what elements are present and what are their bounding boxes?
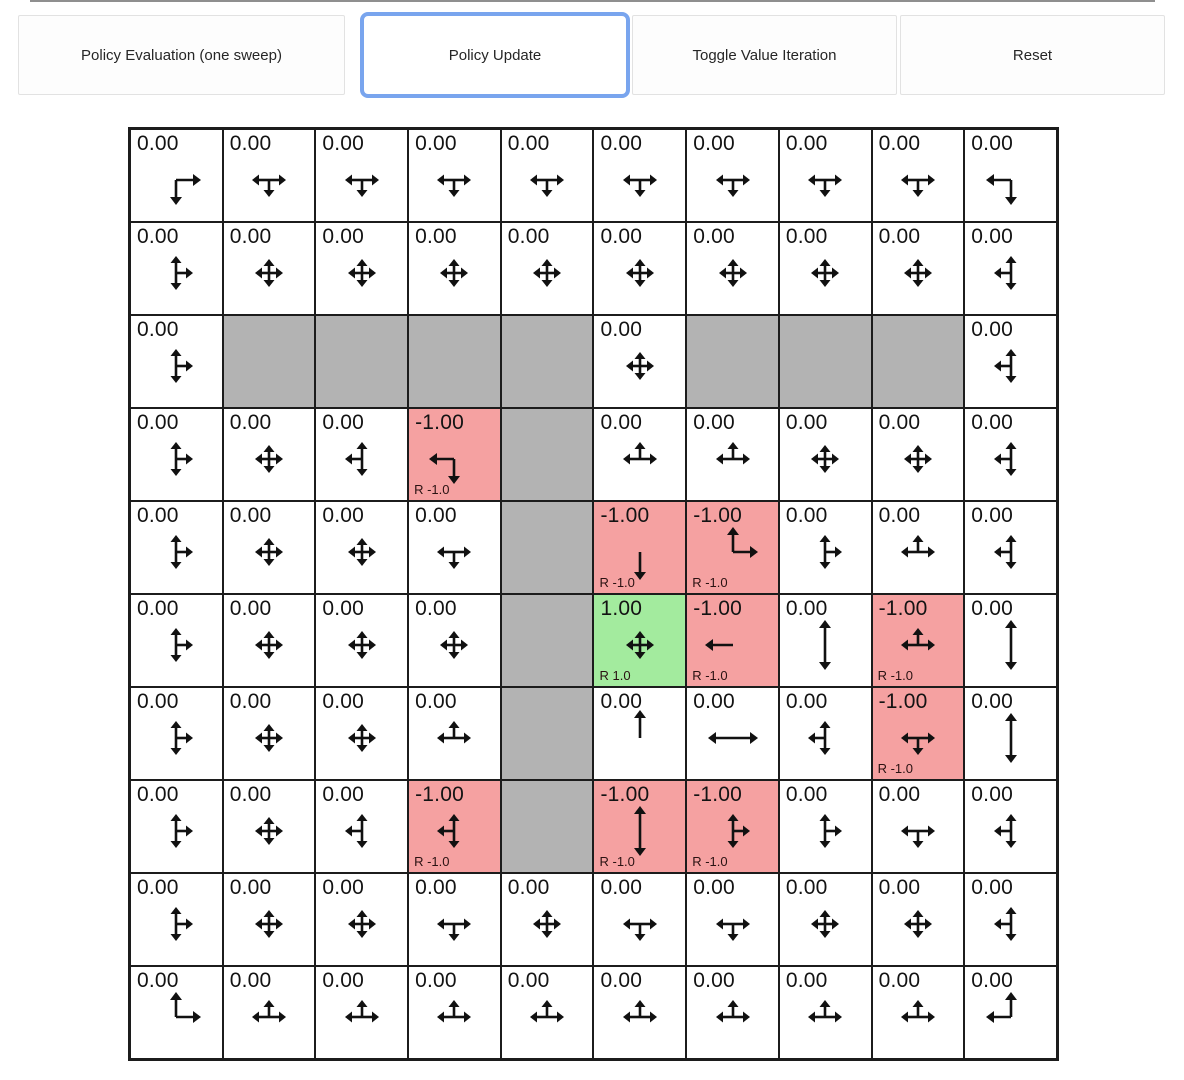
- policy-arrow-icon-u: [608, 706, 672, 770]
- cell-value: 0.00: [507, 969, 550, 992]
- policy-arrow-icon-lrd: [886, 799, 950, 863]
- cell-value: 1.00: [600, 597, 643, 620]
- cell-reward-label: R -1.0: [599, 575, 635, 590]
- grid-cell-r1c3[interactable]: [408, 222, 501, 315]
- policy-arrow-icon-udlr: [701, 241, 765, 305]
- grid-cell-r6c1[interactable]: [223, 687, 316, 780]
- cell-value: 0.00: [878, 225, 921, 248]
- policy-arrow-icon-lrd: [701, 892, 765, 956]
- grid-cell-r9c5[interactable]: [593, 966, 686, 1059]
- grid-cell-r5c8[interactable]: [872, 594, 965, 687]
- cell-value: 0.00: [137, 225, 179, 248]
- cell-value: 0.00: [785, 597, 828, 620]
- grid-cell-r9c8[interactable]: [872, 966, 965, 1059]
- policy-arrow-icon-udr: [144, 427, 208, 491]
- cell-value: 0.00: [971, 504, 1013, 527]
- grid-cell-r6c0[interactable]: [130, 687, 223, 780]
- policy-arrow-icon-udl: [330, 427, 394, 491]
- cell-value: 0.00: [229, 690, 272, 713]
- policy-arrow-icon-udlr: [422, 241, 486, 305]
- policy-arrow-icon-lrd: [515, 148, 579, 212]
- grid-cell-r9c9[interactable]: [964, 966, 1057, 1059]
- policy-arrow-icon-udl: [330, 799, 394, 863]
- gridworld: [128, 127, 1059, 1061]
- policy-arrow-icon-udl: [979, 241, 1043, 305]
- policy-arrow-icon-ulr: [422, 985, 486, 1049]
- cell-reward-label: R -1.0: [692, 854, 728, 869]
- cell-value: 0.00: [600, 318, 643, 341]
- cell-value: 0.00: [229, 504, 272, 527]
- policy-arrow-icon-udlr: [515, 892, 579, 956]
- cell-value: 0.00: [137, 597, 179, 620]
- grid-cell-r2c0[interactable]: [130, 315, 223, 408]
- cell-value: 0.00: [971, 318, 1013, 341]
- grid-cell-r1c7[interactable]: [779, 222, 872, 315]
- cell-value: 0.00: [415, 876, 457, 899]
- policy-arrow-icon-udr: [144, 706, 208, 770]
- reset-button[interactable]: Reset: [900, 15, 1165, 95]
- grid-cell-r0c2[interactable]: [315, 129, 408, 222]
- policy-arrow-icon-lrd: [422, 892, 486, 956]
- policy-arrow-icon-udlr: [237, 520, 301, 584]
- grid-cell-r6c2[interactable]: [315, 687, 408, 780]
- policy-arrow-icon-udr: [144, 520, 208, 584]
- grid-cell-r6c3[interactable]: [408, 687, 501, 780]
- policy-arrow-icon-udlr: [793, 241, 857, 305]
- cell-value: 0.00: [971, 876, 1013, 899]
- grid-cell-r4c1[interactable]: [223, 501, 316, 594]
- cell-value: 0.00: [507, 225, 550, 248]
- cell-value: 0.00: [693, 225, 735, 248]
- policy-arrow-icon-udr: [144, 613, 208, 677]
- cell-value: 0.00: [322, 225, 365, 248]
- cell-value: 0.00: [415, 504, 457, 527]
- grid-cell-r3c7[interactable]: [779, 408, 872, 501]
- cell-reward-label: R -1.0: [877, 761, 913, 776]
- cell-value: 0.00: [600, 876, 643, 899]
- policy-arrow-icon-lrd: [886, 148, 950, 212]
- cell-value: 0.00: [971, 597, 1013, 620]
- policy-arrow-icon-udlr: [237, 241, 301, 305]
- grid-cell-r3c6[interactable]: [686, 408, 779, 501]
- grid-cell-r8c2[interactable]: [315, 873, 408, 966]
- cell-value: 0.00: [878, 783, 921, 806]
- cell-value: 0.00: [878, 876, 921, 899]
- cell-reward-label: R -1.0: [414, 854, 450, 869]
- policy-arrow-icon-udlr: [237, 892, 301, 956]
- policy-arrow-icon-lrd: [793, 148, 857, 212]
- policy-arrow-icon-ulr: [793, 985, 857, 1049]
- policy-arrow-icon-udlr: [793, 427, 857, 491]
- grid-cell-r9c6[interactable]: [686, 966, 779, 1059]
- policy-arrow-icon-udlr: [330, 241, 394, 305]
- grid-cell-r8c7[interactable]: [779, 873, 872, 966]
- cell-value: 0.00: [229, 225, 272, 248]
- cell-value: 0.00: [693, 876, 735, 899]
- grid-cell-r0c6[interactable]: [686, 129, 779, 222]
- cell-value: -1.00: [878, 597, 928, 620]
- policy-arrow-icon-udl: [979, 799, 1043, 863]
- grid-cell-r6c8[interactable]: [872, 687, 965, 780]
- grid-cell-r1c1[interactable]: [223, 222, 316, 315]
- cell-value: 0.00: [785, 411, 828, 434]
- policy-arrow-icon-udl: [979, 334, 1043, 398]
- cell-value: 0.00: [322, 597, 365, 620]
- policy-arrow-icon-udr: [793, 520, 857, 584]
- policy-arrow-icon-udr: [144, 799, 208, 863]
- grid-cell-r3c5[interactable]: [593, 408, 686, 501]
- policy-arrow-icon-udlr: [237, 613, 301, 677]
- cell-value: 0.00: [600, 969, 643, 992]
- grid-wall-cell-r2c6[interactable]: [686, 315, 779, 408]
- grid-cell-r3c9[interactable]: [964, 408, 1057, 501]
- cell-value: -1.00: [878, 690, 928, 713]
- grid-cell-r5c5[interactable]: [593, 594, 686, 687]
- grid-cell-r7c5[interactable]: [593, 780, 686, 873]
- grid-cell-r1c8[interactable]: [872, 222, 965, 315]
- cell-value: 0.00: [322, 411, 365, 434]
- grid-cell-r8c9[interactable]: [964, 873, 1057, 966]
- policy-arrow-icon-ld: [979, 148, 1043, 212]
- grid-cell-r8c0[interactable]: [130, 873, 223, 966]
- policy-arrow-icon-ulr: [422, 706, 486, 770]
- policy-arrow-icon-ur: [144, 985, 208, 1049]
- grid-wall-cell-r2c2[interactable]: [315, 315, 408, 408]
- policy-arrow-icon-lrd: [608, 148, 672, 212]
- cell-value: 0.00: [415, 225, 457, 248]
- grid-cell-r8c5[interactable]: [593, 873, 686, 966]
- grid-cell-r4c9[interactable]: [964, 501, 1057, 594]
- cell-value: 0.00: [785, 225, 828, 248]
- policy-arrow-icon-udlr: [886, 427, 950, 491]
- grid-cell-r0c9[interactable]: [964, 129, 1057, 222]
- policy-update-button[interactable]: Policy Update: [360, 12, 630, 98]
- policy-arrow-icon-ulr: [515, 985, 579, 1049]
- policy-evaluation-button[interactable]: Policy Evaluation (one sweep): [18, 15, 345, 95]
- grid-cell-r9c0[interactable]: [130, 966, 223, 1059]
- policy-arrow-icon-lrd: [608, 892, 672, 956]
- cell-value: 0.00: [878, 132, 921, 155]
- toggle-value-iteration-button[interactable]: Toggle Value Iteration: [632, 15, 897, 95]
- cell-value: 0.00: [137, 504, 179, 527]
- policy-arrow-icon-udlr: [422, 613, 486, 677]
- policy-arrow-icon-udlr: [793, 892, 857, 956]
- grid-wall-cell-r2c7[interactable]: [779, 315, 872, 408]
- grid-cell-r0c5[interactable]: [593, 129, 686, 222]
- grid-cell-r0c1[interactable]: [223, 129, 316, 222]
- cell-value: 0.00: [693, 132, 735, 155]
- grid-cell-r8c4[interactable]: [501, 873, 594, 966]
- grid-cell-r0c8[interactable]: [872, 129, 965, 222]
- policy-arrow-icon-ud: [793, 613, 857, 677]
- cell-value: 0.00: [600, 132, 643, 155]
- cell-value: 0.00: [785, 132, 828, 155]
- cell-reward-label: R 1.0: [599, 668, 631, 683]
- grid-cell-r7c9[interactable]: [964, 780, 1057, 873]
- cell-value: 0.00: [785, 783, 828, 806]
- policy-arrow-icon-ulr: [608, 985, 672, 1049]
- policy-arrow-icon-ulr: [701, 985, 765, 1049]
- cell-value: 0.00: [971, 690, 1013, 713]
- grid-cell-r4c2[interactable]: [315, 501, 408, 594]
- cell-value: 0.00: [137, 411, 179, 434]
- grid-cell-r3c0[interactable]: [130, 408, 223, 501]
- cell-value: 0.00: [137, 969, 179, 992]
- cell-value: 0.00: [322, 969, 365, 992]
- grid-cell-r0c7[interactable]: [779, 129, 872, 222]
- cell-value: 0.00: [785, 969, 828, 992]
- grid-cell-r3c8[interactable]: [872, 408, 965, 501]
- policy-arrow-icon-lr: [701, 706, 765, 770]
- cell-value: 0.00: [878, 411, 921, 434]
- grid-cell-r9c3[interactable]: [408, 966, 501, 1059]
- policy-arrow-icon-udlr: [515, 241, 579, 305]
- grid-cell-r1c0[interactable]: [130, 222, 223, 315]
- policy-arrow-icon-udlr: [886, 892, 950, 956]
- policy-arrow-icon-udlr: [886, 241, 950, 305]
- grid-wall-cell-r7c4[interactable]: [501, 780, 594, 873]
- grid-cell-r5c9[interactable]: [964, 594, 1057, 687]
- cell-value: 0.00: [971, 411, 1013, 434]
- cell-value: 0.00: [878, 969, 921, 992]
- policy-arrow-icon-ulr: [886, 520, 950, 584]
- cell-value: 0.00: [229, 876, 272, 899]
- policy-arrow-icon-udlr: [330, 706, 394, 770]
- cell-value: -1.00: [693, 504, 743, 527]
- cell-value: 0.00: [971, 969, 1013, 992]
- cell-value: 0.00: [693, 411, 735, 434]
- cell-value: 0.00: [693, 690, 735, 713]
- grid-cell-r5c3[interactable]: [408, 594, 501, 687]
- cell-reward-label: R -1.0: [877, 668, 913, 683]
- policy-arrow-icon-udl: [979, 427, 1043, 491]
- cell-value: 0.00: [415, 597, 457, 620]
- cell-value: 0.00: [507, 132, 550, 155]
- policy-arrow-icon-ulr: [701, 427, 765, 491]
- grid-cell-r3c3[interactable]: [408, 408, 501, 501]
- grid-cell-r8c3[interactable]: [408, 873, 501, 966]
- cell-value: 0.00: [322, 876, 365, 899]
- grid-cell-r1c9[interactable]: [964, 222, 1057, 315]
- grid-cell-r7c0[interactable]: [130, 780, 223, 873]
- grid-cell-r8c6[interactable]: [686, 873, 779, 966]
- grid-cell-r6c5[interactable]: [593, 687, 686, 780]
- grid-cell-r2c9[interactable]: [964, 315, 1057, 408]
- cell-reward-label: R -1.0: [414, 482, 450, 497]
- cell-reward-label: R -1.0: [692, 575, 728, 590]
- grid-cell-r5c0[interactable]: [130, 594, 223, 687]
- grid-wall-cell-r2c4[interactable]: [501, 315, 594, 408]
- grid-cell-r9c7[interactable]: [779, 966, 872, 1059]
- grid-cell-r4c5[interactable]: [593, 501, 686, 594]
- policy-arrow-icon-udlr: [330, 613, 394, 677]
- policy-arrow-icon-udlr: [237, 799, 301, 863]
- cell-reward-label: R -1.0: [599, 854, 635, 869]
- cell-value: 0.00: [229, 597, 272, 620]
- policy-arrow-icon-udl: [793, 706, 857, 770]
- cell-value: 0.00: [878, 504, 921, 527]
- cell-value: 0.00: [322, 783, 365, 806]
- grid-cell-r7c6[interactable]: [686, 780, 779, 873]
- cell-value: 0.00: [971, 225, 1013, 248]
- cell-value: 0.00: [415, 132, 457, 155]
- cell-value: 0.00: [693, 969, 735, 992]
- grid-cell-r4c0[interactable]: [130, 501, 223, 594]
- grid-wall-cell-r2c3[interactable]: [408, 315, 501, 408]
- cell-value: -1.00: [600, 783, 650, 806]
- grid-cell-r3c2[interactable]: [315, 408, 408, 501]
- policy-arrow-icon-udl: [979, 892, 1043, 956]
- grid-cell-r1c5[interactable]: [593, 222, 686, 315]
- cell-value: 0.00: [415, 969, 457, 992]
- cell-value: 0.00: [415, 690, 457, 713]
- policy-arrow-icon-udlr: [608, 334, 672, 398]
- grid-cell-r4c7[interactable]: [779, 501, 872, 594]
- cell-value: 0.00: [785, 504, 828, 527]
- grid-cell-r8c1[interactable]: [223, 873, 316, 966]
- grid-cell-r9c4[interactable]: [501, 966, 594, 1059]
- policy-arrow-icon-lrd: [330, 148, 394, 212]
- policy-arrow-icon-udl: [979, 520, 1043, 584]
- policy-arrow-icon-ud: [979, 613, 1043, 677]
- grid-cell-r6c9[interactable]: [964, 687, 1057, 780]
- policy-arrow-icon-ulr: [330, 985, 394, 1049]
- cell-value: 0.00: [971, 132, 1013, 155]
- policy-arrow-icon-ud: [979, 706, 1043, 770]
- cell-value: 0.00: [229, 132, 272, 155]
- grid-wall-cell-r3c4[interactable]: [501, 408, 594, 501]
- grid-cell-r7c2[interactable]: [315, 780, 408, 873]
- policy-arrow-icon-udlr: [330, 520, 394, 584]
- grid-cell-r6c7[interactable]: [779, 687, 872, 780]
- toolbar: [18, 13, 1166, 97]
- cell-value: 0.00: [785, 690, 828, 713]
- grid-cell-r9c1[interactable]: [223, 966, 316, 1059]
- policy-arrow-icon-lrd: [422, 520, 486, 584]
- policy-arrow-icon-udr: [144, 241, 208, 305]
- cell-value: 0.00: [137, 783, 179, 806]
- policy-arrow-icon-lrd: [701, 148, 765, 212]
- grid-cell-r3c1[interactable]: [223, 408, 316, 501]
- cell-value: 0.00: [600, 690, 643, 713]
- policy-arrow-icon-ulr: [608, 427, 672, 491]
- grid-cell-r4c6[interactable]: [686, 501, 779, 594]
- grid-cell-r8c8[interactable]: [872, 873, 965, 966]
- policy-arrow-icon-ulr: [237, 985, 301, 1049]
- policy-arrow-icon-udlr: [237, 706, 301, 770]
- grid-cell-r0c0[interactable]: [130, 129, 223, 222]
- cell-reward-label: R -1.0: [692, 668, 728, 683]
- grid-wall-cell-r2c1[interactable]: [223, 315, 316, 408]
- policy-arrow-icon-udr: [793, 799, 857, 863]
- grid-cell-r7c1[interactable]: [223, 780, 316, 873]
- grid-cell-r7c3[interactable]: [408, 780, 501, 873]
- grid-cell-r5c7[interactable]: [779, 594, 872, 687]
- cell-value: 0.00: [229, 783, 272, 806]
- grid-cell-r1c2[interactable]: [315, 222, 408, 315]
- cell-value: -1.00: [693, 597, 743, 620]
- policy-arrow-icon-udr: [144, 892, 208, 956]
- cell-value: 0.00: [507, 876, 550, 899]
- top-divider: [30, 0, 1155, 2]
- cell-value: 0.00: [137, 132, 179, 155]
- grid-cell-r4c8[interactable]: [872, 501, 965, 594]
- policy-arrow-icon-udlr: [608, 241, 672, 305]
- cell-value: 0.00: [322, 504, 365, 527]
- grid-cell-r0c3[interactable]: [408, 129, 501, 222]
- cell-value: 0.00: [229, 969, 272, 992]
- cell-value: 0.00: [600, 411, 643, 434]
- cell-value: -1.00: [693, 783, 743, 806]
- policy-arrow-icon-udr: [144, 334, 208, 398]
- policy-arrow-icon-ulr: [886, 985, 950, 1049]
- cell-value: 0.00: [600, 225, 643, 248]
- grid-cell-r0c4[interactable]: [501, 129, 594, 222]
- grid-cell-r7c7[interactable]: [779, 780, 872, 873]
- grid-wall-cell-r4c4[interactable]: [501, 501, 594, 594]
- policy-arrow-icon-udlr: [237, 427, 301, 491]
- cell-value: 0.00: [137, 876, 179, 899]
- cell-value: 0.00: [137, 318, 179, 341]
- grid-cell-r5c6[interactable]: [686, 594, 779, 687]
- cell-value: 0.00: [322, 132, 365, 155]
- grid-wall-cell-r2c8[interactable]: [872, 315, 965, 408]
- cell-value: 0.00: [785, 876, 828, 899]
- grid-cell-r9c2[interactable]: [315, 966, 408, 1059]
- grid-wall-cell-r5c4[interactable]: [501, 594, 594, 687]
- policy-arrow-icon-lrd: [237, 148, 301, 212]
- grid-cell-r1c4[interactable]: [501, 222, 594, 315]
- grid-wall-cell-r6c4[interactable]: [501, 687, 594, 780]
- cell-value: 0.00: [137, 690, 179, 713]
- grid-cell-r4c3[interactable]: [408, 501, 501, 594]
- policy-arrow-icon-ul: [979, 985, 1043, 1049]
- policy-arrow-icon-dr: [144, 148, 208, 212]
- cell-value: 0.00: [229, 411, 272, 434]
- grid-cell-r5c2[interactable]: [315, 594, 408, 687]
- grid-cell-r6c6[interactable]: [686, 687, 779, 780]
- policy-arrow-icon-lrd: [422, 148, 486, 212]
- grid-cell-r5c1[interactable]: [223, 594, 316, 687]
- cell-value: 0.00: [322, 690, 365, 713]
- grid-cell-r2c5[interactable]: [593, 315, 686, 408]
- cell-value: 0.00: [971, 783, 1013, 806]
- grid-cell-r7c8[interactable]: [872, 780, 965, 873]
- cell-value: -1.00: [415, 783, 464, 806]
- cell-value: -1.00: [600, 504, 650, 527]
- policy-arrow-icon-udlr: [330, 892, 394, 956]
- grid-cell-r1c6[interactable]: [686, 222, 779, 315]
- cell-value: -1.00: [415, 411, 464, 434]
